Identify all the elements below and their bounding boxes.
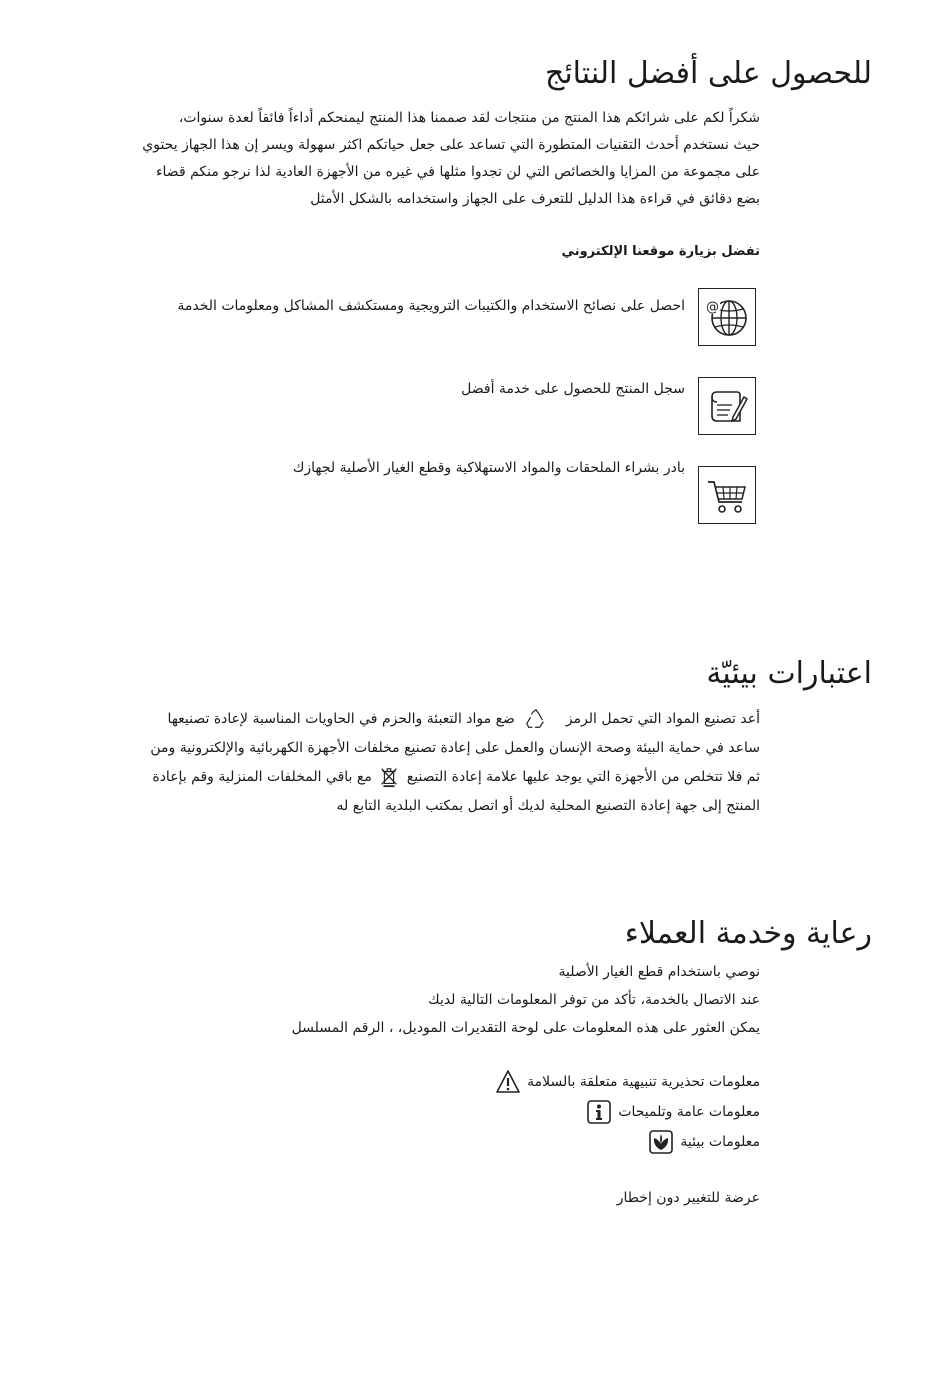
globe-at-icon	[698, 288, 756, 346]
env-line-part: أعد تصنيع المواد التي تحمل الرمز	[565, 711, 760, 727]
env-line-part: مع باقي المخلفات المنزلية وقم بإعادة	[152, 769, 372, 785]
env-line	[70, 763, 760, 792]
legend-environment	[648, 1129, 760, 1155]
intro-line: على مجموعة من المزايا والخصائص التي لن تجدوا مثلها في غيره من الأجهزة العادية لذا نرجو منكم قضاء	[155, 164, 760, 180]
intro-line: شكراً لكم على شرائكم هذا المنتج من منتجات لقد صممنا هذا المنتج ليمنحكم أداءاً فائقاً لعدة سنوات،	[178, 110, 760, 126]
care-line: عند الاتصال بالخدمة، تأكد من توفر المعلومات التالية لديك	[428, 992, 760, 1008]
info-icon	[586, 1099, 612, 1125]
env-line-part: ضع مواد التعبئة والحزم في الحاويات المناسبة لإعادة تصنيعها	[167, 711, 515, 727]
website-item-text: احصل على نصائح الاستخدام والكتيبات الترويجية ومستكشف المشاكل ومعلومات الخدمة	[177, 298, 685, 314]
legend-text: معلومات تحذيرية تنبيهية متعلقة بالسلامة	[527, 1074, 760, 1090]
crossed-bin-icon	[378, 766, 400, 788]
environment-paragraph	[70, 705, 760, 821]
visit-website-heading: تفضل بزيارة موقعنا الإلكتروني	[561, 244, 760, 259]
section-title-best-results: للحصول على أفضل النتائج	[544, 56, 872, 91]
customer-care-paragraph	[70, 958, 760, 1042]
env-line-part: ثم فلا تتخلص من الأجهزة التي يوجد عليها علامة إعادة التصنيع	[406, 769, 760, 785]
intro-line: حيث نستخدم أحدث التقنيات المتطورة التي تساعد على جعل حياتكم اكثر سهولة ويسر إن هذا الجهاز يحتوي	[142, 137, 760, 153]
section-title-customer-care: رعاية وخدمة العملاء	[624, 916, 872, 951]
recycle-icon	[525, 708, 547, 730]
intro-paragraph	[70, 105, 760, 213]
env-line: ساعد في حماية البيئة وصحة الإنسان والعمل على إعادة تصنيع مخلفات الأجهزة الكهربائية والإلكترونية ومن	[150, 740, 760, 756]
section-title-environment: اعتبارات بيئيّة	[706, 656, 872, 691]
legend-text: معلومات بيئية	[680, 1134, 760, 1150]
intro-line: بضع دقائق في قراءة هذا الدليل للتعرف على الجهاز واستخدامه بالشكل الأمثل	[310, 191, 760, 207]
website-item-text: سجل المنتج للحصول على خدمة أفضل	[461, 381, 685, 397]
environment-icon	[648, 1129, 674, 1155]
svg-text:@: @	[706, 300, 719, 315]
register-note-icon	[698, 377, 756, 435]
legend-warning	[495, 1069, 760, 1095]
care-line: يمكن العثور على هذه المعلومات على لوحة التقديرات الموديل، ، الرقم المسلسل	[291, 1020, 760, 1036]
website-item-text: بادر بشراء الملحقات والمواد الاستهلاكية وقطع الغيار الأصلية لجهازك	[292, 460, 685, 476]
shopping-cart-icon	[698, 466, 756, 524]
change-notice: عرضة للتغيير دون إخطار	[616, 1190, 760, 1206]
care-line: نوصي باستخدام قطع الغيار الأصلية	[558, 964, 760, 980]
legend-info	[586, 1099, 760, 1125]
env-line	[70, 705, 760, 734]
warning-icon	[495, 1069, 521, 1095]
env-line: المنتج إلى جهة إعادة التصنيع المحلية لديك أو اتصل بمكتب البلدية التابع له	[336, 798, 760, 814]
legend-text: معلومات عامة وتلميحات	[618, 1104, 760, 1120]
